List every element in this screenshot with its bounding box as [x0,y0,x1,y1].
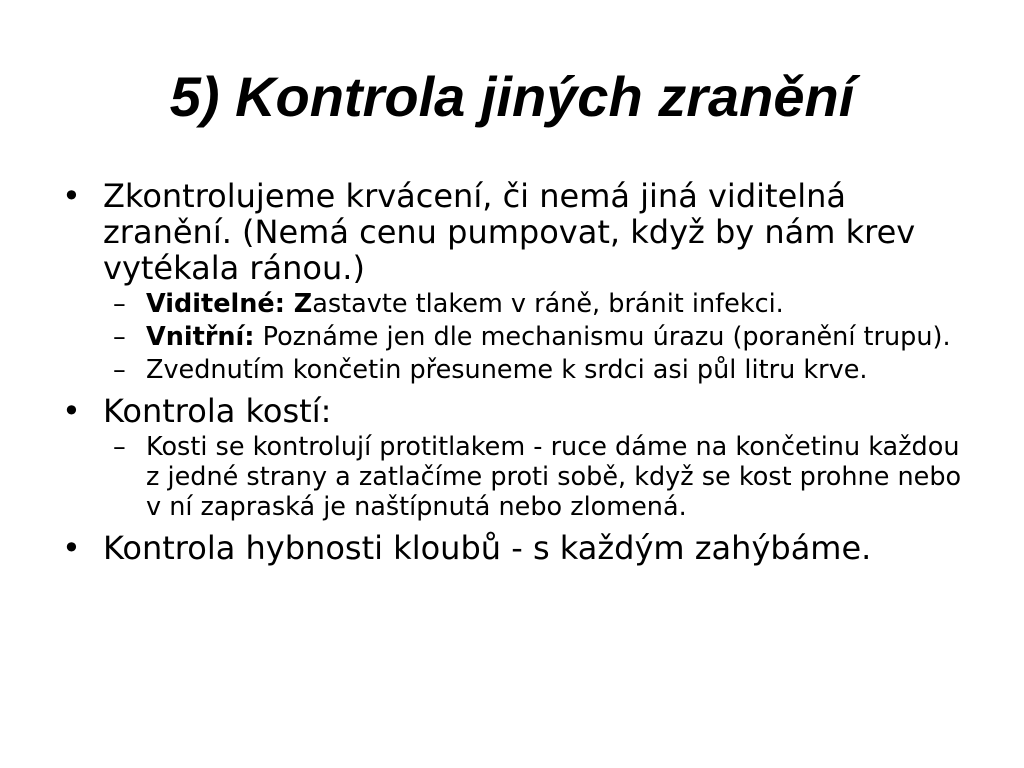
subbullet-internal-wounds [0,322,1024,352]
subbullet-text: Poznáme jen dle mechanismu úrazu (poranění trupu). [254,322,951,352]
bullet-joints [0,530,1024,566]
subbullet-label: Viditelné: Z [146,289,313,319]
bullet-text: Kontrola hybnosti kloubů - s každým zahýbáme. [103,529,872,567]
bullet-bones [0,393,1024,429]
bullet-text: Kontrola kostí: [103,392,332,430]
subbullet-text: Zvednutím končetin přesuneme k srdci asi půl litru krve. [146,355,868,385]
bullet-bleeding [0,178,1024,286]
subbullet-text: astavte tlakem v ráně, bránit infekci. [312,289,784,319]
slide-title: 5) Kontrola jiných zranění [169,65,855,128]
subbullet-marker: – [113,432,126,462]
bullet-marker: • [62,529,81,567]
bullet-marker: • [62,177,81,215]
slide-content [0,178,1024,566]
subbullet-text: Kosti se kontrolují protitlakem - ruce dáme na končetinu každou z jedné strany a zatlačíme proti sobě, když se kost prohne nebo v ní zapraská je naštípnutá nebo zlomená. [146,432,962,522]
bullet-marker: • [62,392,81,430]
subbullet-marker: – [113,355,126,385]
subbullet-bone-check [0,432,1024,522]
subbullet-label: Vnitřní: [146,322,255,352]
subbullet-marker: – [113,322,126,352]
subbullet-marker: – [113,289,126,319]
subbullet-raise-limbs [0,355,1024,385]
bullet-text: Zkontrolujeme krvácení, či nemá jiná viditelná zranění. (Nemá cenu pumpovat, když by nám krev vytékala ránou.) [103,177,916,287]
subbullet-visible-wounds [0,289,1024,319]
